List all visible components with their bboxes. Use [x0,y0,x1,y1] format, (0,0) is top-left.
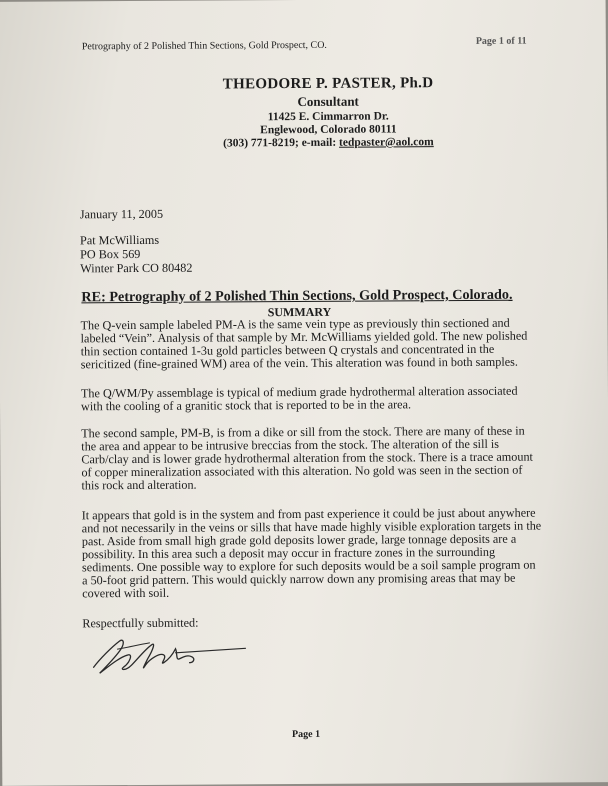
recipient-box: PO Box 569 [80,246,141,262]
letterhead-city: Englewood, Colorado 80111 [260,123,397,137]
paragraph-3 [81,424,551,492]
paragraph-line: a 50-foot grid pattern. This would quickly narrow down any promising areas that may be [82,570,516,588]
paragraph-line: The Q/WM/Py assemblage is typical of medium grade hydrothermal alteration associated [80,383,518,401]
signature-image [89,628,249,679]
recipient-city: Winter Park CO 80482 [80,260,193,276]
paragraph-line: and not necessarily in the veins or sills that have made highly visible exploration targets in the [81,518,542,536]
letterhead-email-link[interactable]: tedpaster@aol.com [339,136,434,149]
paragraph-line: thin section contained 1-3u gold particles between Q crystals and concentrated in the [80,341,495,359]
running-header-title: Petrography of 2 Polished Thin Sections, Gold Prospect, CO. [81,39,327,53]
paragraph-4 [82,506,553,600]
letterhead-role: Consultant [297,93,359,110]
paragraph-line: with the cooling of a granitic stock that is reported to be in the area. [80,397,412,414]
subject-line: RE: Petrography of 2 Polished Thin Sections, Gold Prospect, Colorado. [81,286,513,306]
paragraph-line: It appears that gold is in the system and from past experience it could be just about anywhere [81,505,536,523]
paragraph-line: Carb/clay and is lower grade hydrothermal alteration from the stock. There is a trace amount [81,449,533,467]
paragraph-2 [81,384,551,413]
paragraph-line: labeled “Vein”. Analysis of that sample by Mr. McWilliams yielded gold. The new polished [80,328,528,346]
paragraph-line: The Q-vein sample labeled PM-A is the same vein type as previously thin sectioned and [80,315,510,333]
letterhead-phone: (303) 771-8219; e-mail: [223,136,340,150]
recipient-name: Pat McWilliams [79,232,160,248]
page-footer: Page 1 [292,728,321,741]
paragraph-line: of copper mineralization associated with this alteration. No gold was seen in the section of [81,462,523,480]
letterhead-contact [148,136,508,150]
running-header-page: Page 1 of 11 [475,35,527,47]
letterhead-name: THEODORE P. PASTER, Ph.D [222,75,434,93]
paragraph-line: sericitized (fine-grained WM) area of the vein. This alteration was found in both samples. [80,354,518,372]
closing: Respectfully submitted: [82,615,199,631]
paragraph-line: the area and appear to be intrusive breccias from the stock. The alteration of the sill is [81,436,500,454]
paragraph-line: past. Aside from small high grade gold deposits lower grade, large tonnage deposits are a [81,531,517,549]
paragraph-1 [81,316,551,371]
summary-heading: SUMMARY [267,304,332,320]
paragraph-line: sediments. One possible way to explore for such deposits would be a soil sample program on [81,557,536,575]
paragraph-line: The second sample, PM-B, is from a dike or sill from the stock. There are many of these in [81,423,525,441]
letterhead-street: 11425 E. Cimmarron Dr. [267,110,389,124]
paragraph-line: possibility. In this area such a deposit may occur in fracture zones in the surrounding [81,544,496,562]
paragraph-line: this rock and alteration. [81,477,197,493]
letter-date: January 11, 2005 [79,206,164,222]
paragraph-line: covered with soil. [82,585,170,601]
